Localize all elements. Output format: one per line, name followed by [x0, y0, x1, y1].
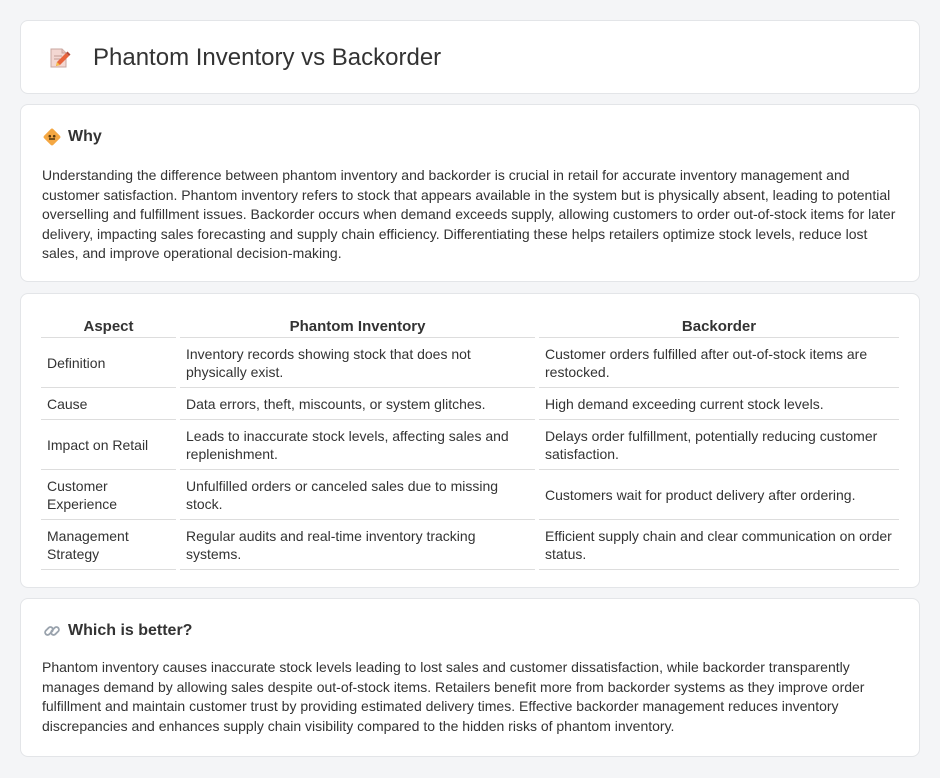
phantom-cell: Unfulfilled orders or canceled sales due to missing stock.: [180, 470, 535, 520]
backorder-cell: Customer orders fulfilled after out-of-stock items are restocked.: [539, 338, 899, 388]
table-row: [41, 388, 899, 420]
backorder-cell: Delays order fulfillment, potentially reducing customer satisfaction.: [539, 420, 899, 470]
why-section: [20, 104, 920, 282]
table-row: [41, 420, 899, 470]
title-card: [20, 20, 920, 94]
backorder-cell: High demand exceeding current stock levels.: [539, 388, 899, 420]
phantom-cell: Inventory records showing stock that does not physically exist.: [180, 338, 535, 388]
backorder-cell: Customers wait for product delivery after ordering.: [539, 470, 899, 520]
why-text: Understanding the difference between phantom inventory and backorder is crucial in retail for accurate inventory management and customer satisfaction. Phantom inventory refers to stock that appears available in the system but is physically absent, leading to potential overselling and fulfillment issues. Backorder occurs when demand exceeds supply, allowing customers to order out-of-stock items for later delivery, impacting sales forecasting and supply chain efficiency. Differentiating these helps retailers optimize stock levels, reduce lost sales, and improve operational decision-making.: [42, 167, 896, 262]
header-aspect: Aspect: [41, 316, 176, 338]
table-header-row: [41, 316, 899, 338]
table-row: [41, 470, 899, 520]
aspect-cell: Management Strategy: [41, 520, 176, 570]
phantom-cell: Regular audits and real-time inventory tracking systems.: [180, 520, 535, 570]
header-backorder: Backorder: [539, 316, 899, 338]
which-is-better-section: [20, 598, 920, 757]
phantom-cell: Data errors, theft, miscounts, or system glitches.: [180, 388, 535, 420]
phantom-cell: Leads to inaccurate stock levels, affecting sales and replenishment.: [180, 420, 535, 470]
page-title: Phantom Inventory vs Backorder: [93, 44, 442, 71]
comparison-table: [37, 316, 903, 570]
edit-document-icon: [47, 46, 71, 70]
header-phantom-inventory: Phantom Inventory: [180, 316, 535, 338]
aspect-cell: Cause: [41, 388, 176, 420]
better-text: Phantom inventory causes inaccurate stock levels leading to lost sales and customer dissatisfaction, while backorder transparently manages demand by allowing sales despite out-of-stock items. Retailers benefit more from backorder systems as they improve order fulfillment and maintain customer trust by providing estimated delivery times. Effective backorder management reduces inventory discrepancies and enhances supply chain visibility compared to the hidden risks of phantom inventory.: [42, 659, 865, 734]
comparison-card: [20, 293, 920, 588]
better-heading: Which is better?: [68, 622, 193, 639]
why-heading: Why: [68, 128, 102, 145]
backorder-cell: Efficient supply chain and clear communication on order status.: [539, 520, 899, 570]
table-row: [41, 520, 899, 570]
aspect-cell: Definition: [41, 338, 176, 388]
why-header: [42, 126, 102, 148]
better-header: [42, 620, 192, 642]
table-row: [41, 338, 899, 388]
aspect-cell: Impact on Retail: [41, 420, 176, 470]
diamond-sign-icon: [42, 127, 62, 147]
aspect-cell: Customer Experience: [41, 470, 176, 520]
link-icon: [42, 621, 62, 641]
